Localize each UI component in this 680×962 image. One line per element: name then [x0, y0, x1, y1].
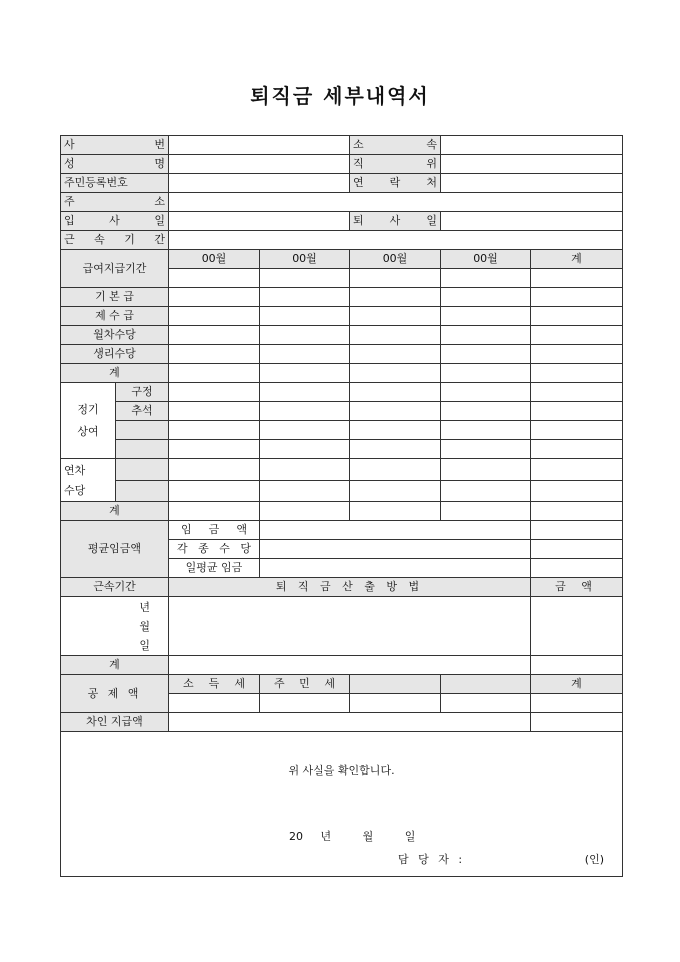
year-unit: 년	[320, 830, 332, 843]
cell[interactable]	[350, 345, 441, 364]
day-unit: 일	[404, 830, 416, 843]
label-address: 주 소	[61, 193, 169, 212]
cell[interactable]	[531, 440, 623, 459]
label-average-wage: 평균임금액	[61, 521, 169, 578]
label-net-pay: 차인 지급액	[61, 713, 169, 732]
label-deduction-total: 계	[531, 675, 623, 694]
period-cell[interactable]	[260, 269, 350, 288]
cell[interactable]	[350, 440, 441, 459]
cell[interactable]	[441, 480, 531, 502]
year-prefix: 20	[289, 830, 303, 843]
cell[interactable]	[441, 326, 531, 345]
label-monthly-leave: 월차수당	[61, 326, 169, 345]
cell[interactable]	[260, 440, 350, 459]
charge-line	[61, 851, 622, 869]
month-2: 00월	[260, 250, 350, 269]
period-cell[interactable]	[531, 269, 623, 288]
label-severance-period: 근속기간	[61, 578, 169, 597]
field-deduction-total[interactable]	[531, 694, 623, 713]
cell[interactable]	[531, 480, 623, 502]
cell[interactable]	[350, 502, 441, 521]
cell[interactable]	[531, 364, 623, 383]
field-address[interactable]	[169, 193, 623, 212]
deduction-blank	[350, 675, 441, 694]
confirm-text: 위 사실을 확인합니다.	[288, 764, 395, 777]
label-service-period: 근 속 기 간	[61, 231, 169, 250]
field-income-tax[interactable]	[169, 694, 260, 713]
cell[interactable]	[441, 421, 531, 440]
label-bonus-new-year: 구정	[116, 383, 169, 402]
label-bonus-total: 계	[61, 502, 169, 521]
cell[interactable]	[260, 402, 350, 421]
field-department[interactable]	[441, 136, 623, 155]
cell[interactable]	[350, 480, 441, 502]
cell[interactable]	[441, 694, 531, 713]
cell[interactable]	[441, 345, 531, 364]
cell[interactable]	[531, 459, 623, 481]
month-3: 00월	[350, 250, 441, 269]
total-header: 계	[531, 250, 623, 269]
field-daily-wage[interactable]	[260, 559, 531, 578]
cell[interactable]	[441, 459, 531, 481]
cell[interactable]	[169, 440, 260, 459]
cell[interactable]	[169, 288, 260, 307]
charge-label: 담 당 자 :	[398, 853, 466, 866]
cell[interactable]	[260, 383, 350, 402]
label-bonus-chuseok: 추석	[116, 402, 169, 421]
cell[interactable]	[531, 288, 623, 307]
cell[interactable]	[531, 502, 623, 521]
field-allowances[interactable]	[260, 540, 531, 559]
cell[interactable]	[169, 459, 260, 481]
month-4: 00월	[441, 250, 531, 269]
field-severance-total-amount[interactable]	[531, 656, 623, 675]
cell[interactable]	[169, 502, 260, 521]
severance-form	[60, 135, 623, 877]
field-position[interactable]	[441, 155, 623, 174]
label-annual-leave: 연차 수당	[61, 459, 116, 502]
cell[interactable]	[169, 326, 260, 345]
label-subtotal: 계	[61, 364, 169, 383]
cell[interactable]	[260, 307, 350, 326]
cell[interactable]	[441, 402, 531, 421]
field-calc-amount[interactable]	[531, 597, 623, 656]
cell[interactable]	[531, 383, 623, 402]
cell[interactable]	[169, 480, 260, 502]
cell[interactable]	[531, 326, 623, 345]
annual-blank	[116, 480, 169, 502]
field-allowances-total[interactable]	[531, 540, 623, 559]
document-title: 퇴직금 세부내역서	[250, 84, 430, 108]
cell[interactable]	[169, 364, 260, 383]
field-ymd[interactable]: 년 월 일	[61, 597, 169, 656]
label-wage: 임 금 액	[169, 521, 260, 540]
cell[interactable]	[350, 326, 441, 345]
label-bonus: 정기 상여	[61, 383, 116, 459]
cell[interactable]	[260, 502, 350, 521]
label-allowance: 제 수 급	[61, 307, 169, 326]
bonus-blank	[116, 440, 169, 459]
cell[interactable]	[260, 421, 350, 440]
field-wage-total[interactable]	[531, 521, 623, 540]
cell[interactable]	[441, 307, 531, 326]
period-cell[interactable]	[350, 269, 441, 288]
cell[interactable]	[441, 288, 531, 307]
label-pay-period: 급여지급기간	[61, 250, 169, 288]
period-cell[interactable]	[441, 269, 531, 288]
cell[interactable]	[169, 307, 260, 326]
cell[interactable]	[441, 440, 531, 459]
label-join-date: 입 사 일	[61, 212, 169, 231]
cell[interactable]	[260, 345, 350, 364]
label-resident-tax: 주 민 세	[260, 675, 350, 694]
cell[interactable]	[441, 502, 531, 521]
date-line	[289, 828, 622, 846]
cell[interactable]	[531, 402, 623, 421]
cell[interactable]	[260, 288, 350, 307]
cell[interactable]	[350, 402, 441, 421]
cell[interactable]	[350, 421, 441, 440]
cell[interactable]	[531, 345, 623, 364]
confirmation-box	[61, 732, 623, 877]
field-name[interactable]	[169, 155, 350, 174]
period-cell[interactable]	[169, 269, 260, 288]
cell[interactable]	[350, 288, 441, 307]
label-menstrual: 생리수당	[61, 345, 169, 364]
deduction-blank	[441, 675, 531, 694]
label-employee-no: 사 번	[61, 136, 169, 155]
month-1: 00월	[169, 250, 260, 269]
label-income-tax: 소 득 세	[169, 675, 260, 694]
label-daily-wage: 일평균 임금	[169, 559, 260, 578]
cell[interactable]	[350, 307, 441, 326]
field-resident-no[interactable]	[169, 174, 350, 193]
month-unit: 월	[362, 830, 374, 843]
field-calc-method[interactable]	[169, 597, 531, 656]
label-calc-method: 퇴 직 금 산 출 방 법	[169, 578, 531, 597]
cell[interactable]	[260, 364, 350, 383]
cell[interactable]	[531, 421, 623, 440]
field-daily-total[interactable]	[531, 559, 623, 578]
cell[interactable]	[260, 480, 350, 502]
cell[interactable]	[350, 459, 441, 481]
cell[interactable]	[441, 364, 531, 383]
cell[interactable]	[350, 694, 441, 713]
cell[interactable]	[169, 383, 260, 402]
field-net-pay-amount[interactable]	[531, 713, 623, 732]
field-resident-tax[interactable]	[260, 694, 350, 713]
cell[interactable]	[169, 345, 260, 364]
label-amount: 금 액	[531, 578, 623, 597]
field-employee-no[interactable]	[169, 136, 350, 155]
label-contact: 연 락 처	[350, 174, 441, 193]
label-severance-total: 계	[61, 656, 169, 675]
label-leave-date: 퇴 사 일	[350, 212, 441, 231]
field-contact[interactable]	[441, 174, 623, 193]
cell[interactable]	[350, 383, 441, 402]
field-wage[interactable]	[260, 521, 531, 540]
label-department: 소 속	[350, 136, 441, 155]
bonus-blank	[116, 421, 169, 440]
cell[interactable]	[169, 402, 260, 421]
field-service-period[interactable]	[169, 231, 623, 250]
label-allowances: 각 종 수 당	[169, 540, 260, 559]
field-severance-total[interactable]	[169, 656, 531, 675]
label-resident-no: 주민등록번호	[61, 174, 169, 193]
cell[interactable]	[441, 383, 531, 402]
cell[interactable]	[260, 459, 350, 481]
field-net-pay[interactable]	[169, 713, 531, 732]
cell[interactable]	[531, 307, 623, 326]
cell[interactable]	[169, 421, 260, 440]
field-leave-date[interactable]	[441, 212, 623, 231]
seal-mark: (인)	[584, 853, 604, 866]
label-deduction: 공 제 액	[61, 675, 169, 713]
label-name: 성 명	[61, 155, 169, 174]
field-join-date[interactable]	[169, 212, 350, 231]
label-base-pay: 기 본 급	[61, 288, 169, 307]
label-position: 직 위	[350, 155, 441, 174]
cell[interactable]	[260, 326, 350, 345]
cell[interactable]	[350, 364, 441, 383]
annual-blank	[116, 459, 169, 481]
